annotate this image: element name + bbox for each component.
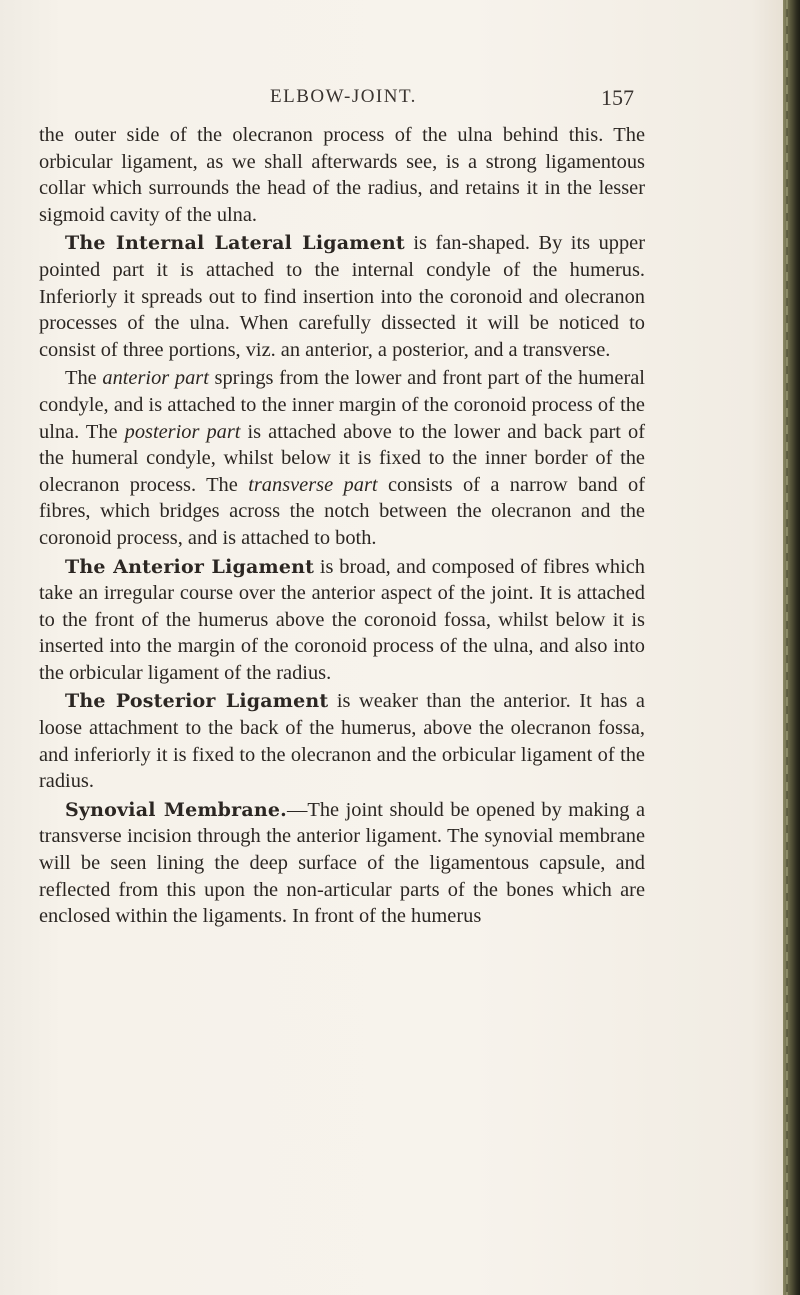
paragraph-text: springs from the lower and front part of the humeral condyle, and is attached to the inner margin of the coronoid process of the ulna. The (39, 367, 645, 443)
section-heading: Synovial Membrane. (65, 798, 287, 821)
paragraph-synovial-membrane (39, 797, 645, 930)
running-title: ELBOW-JOINT. (270, 86, 417, 107)
paragraph-internal-lateral-ligament (39, 230, 645, 363)
paragraph-text: is attached above to the lower and back part of the humeral condyle, whilst below it is fixed to the inner border of the olecranon process. The (39, 420, 645, 496)
body-text (39, 122, 645, 930)
italic-term: transverse part (248, 473, 378, 496)
paragraph-text: consists of a narrow band of fibres, which bridges across the notch between the olecranon and the coronoid process, and is attached to both. (39, 473, 645, 549)
section-heading: The Posterior Ligament (65, 690, 329, 713)
paragraph-anterior-ligament (39, 554, 645, 687)
paragraph-text: —The joint should be opened by making a transverse incision through the anterior ligament. The synovial membrane will be seen lining the deep surface of the ligamentous capsule, and reflected from this upon the non-articular parts of the bones which are enclosed within the ligaments. In front of the humerus (39, 798, 645, 928)
paragraph-text: The (65, 367, 103, 390)
paragraph-text: the outer side of the olecranon process of the ulna behind this. The orbicular ligament, as we shall afterwards see, is a strong ligamentous collar which surrounds the head of the radius, and retains it in the lesser sigmoid cavity of the ulna. (39, 124, 645, 226)
book-spine-edge (783, 0, 800, 1295)
section-heading: The Internal Lateral Ligament (65, 232, 405, 255)
italic-term: posterior part (124, 420, 241, 443)
section-heading: The Anterior Ligament (65, 555, 315, 578)
paragraph-text: is broad, and composed of fibres which take an irregular course over the anterior aspect of the joint. It is attached to the front of the humerus above the coronoid fossa, whilst below it is inserted into the margin of the coronoid process of the ulna, and also into the orbicular ligament of the radius. (39, 555, 645, 684)
italic-term: anterior part (102, 367, 209, 390)
paragraph-text: is fan-shaped. By its upper pointed part it is attached to the internal condyle of the humerus. Inferiorly it spreads out to find insertion into the coronoid and olecranon processes of the ulna. When carefully dissected it will be noticed to consist of three portions, viz. an anterior, a posterior, and a transverse. (39, 232, 646, 361)
paragraph-text: is weaker than the anterior. It has a loose attachment to the back of the humerus, above the olecranon fossa, and inferiorly it is fixed to the olecranon and the orbicular ligament of the radius. (39, 690, 645, 793)
running-head (0, 83, 783, 113)
paragraph-ligament-parts (39, 365, 645, 551)
paragraph-continued (39, 122, 645, 228)
paragraph-posterior-ligament (39, 688, 645, 794)
page-number: 157 (601, 85, 634, 110)
